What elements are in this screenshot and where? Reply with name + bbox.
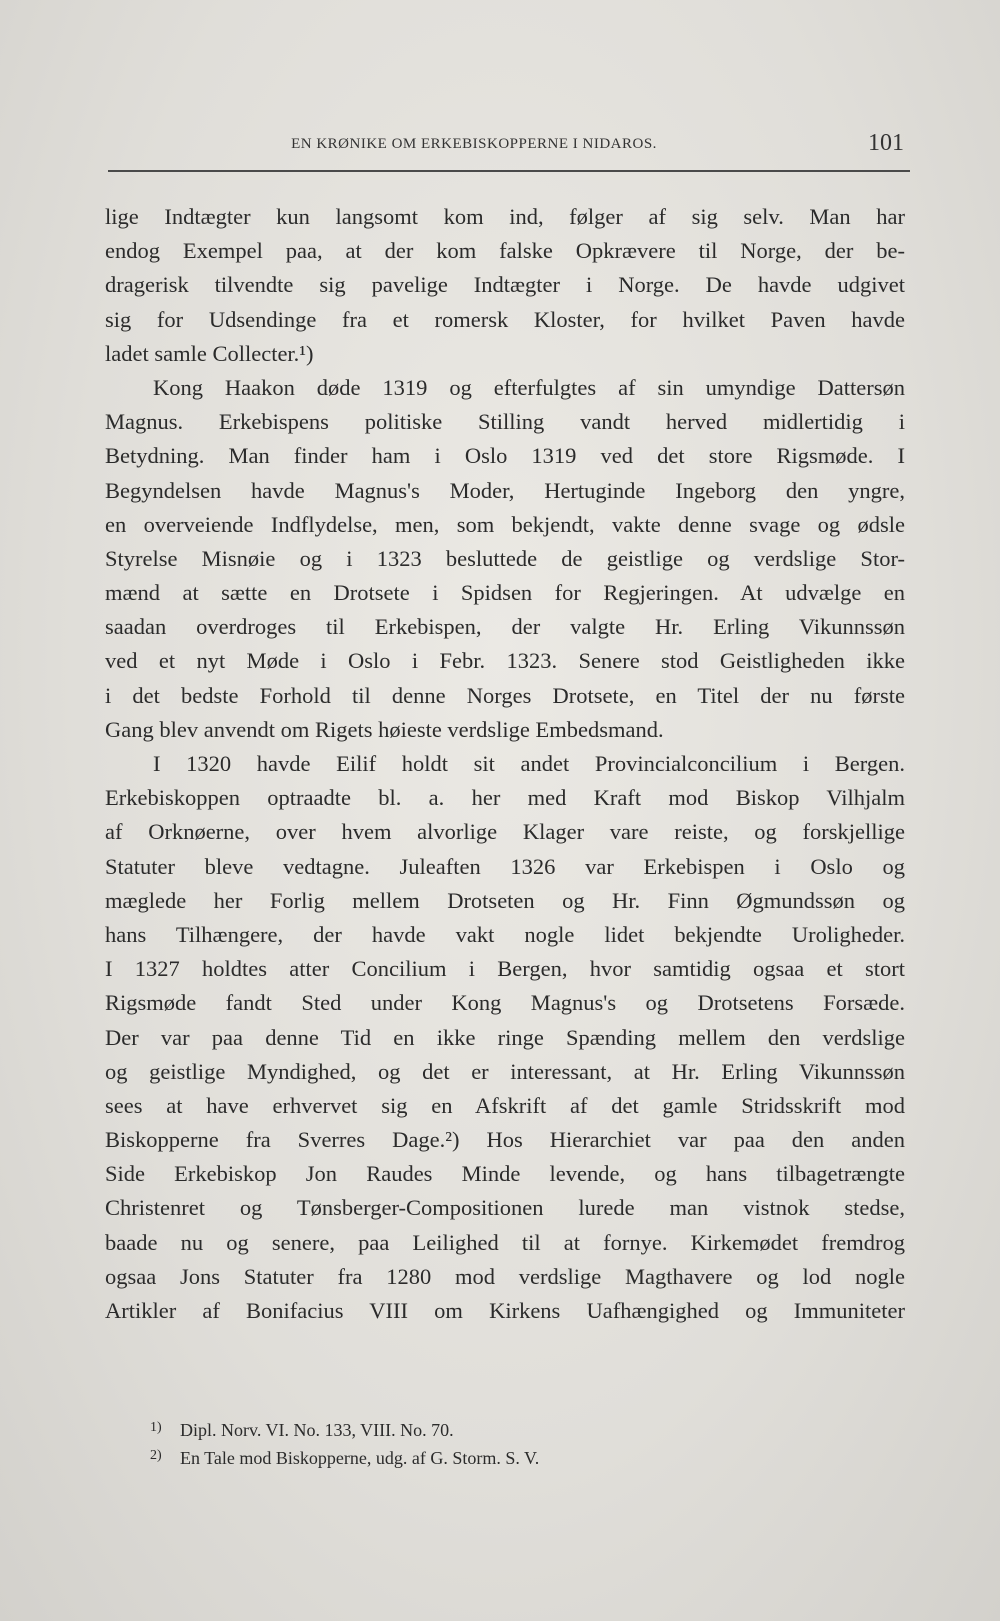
text-line: ogsaa Jons Statuter fra 1280 mod verdslige Magthavere og lod nogle — [105, 1263, 905, 1289]
text-line: dragerisk tilvendte sig pavelige Indtægter i Norge. De havde udgivet — [105, 272, 905, 298]
text-line: I 1327 holdtes atter Concilium i Bergen, hvor samtidig ogsaa et stort — [105, 956, 905, 982]
text-line: Rigsmøde fandt Sted under Kong Magnus's og Drotsetens Forsæde. — [105, 990, 905, 1016]
text-line: Statuter bleve vedtagne. Juleaften 1326 var Erkebispen i Oslo og — [105, 853, 905, 879]
body-text — [105, 200, 905, 1328]
text-line: mæglede her Forlig mellem Drotseten og Hr. Finn Øgmundssøn og — [105, 887, 905, 913]
text-line: baade nu og senere, paa Leilighed til at fornye. Kirkemødet fremdrog — [105, 1229, 905, 1255]
footnote-mark: 2) — [150, 1448, 162, 1463]
footnote — [150, 1442, 850, 1470]
running-header — [108, 128, 910, 172]
footnote-mark: 1) — [150, 1420, 162, 1435]
text-line: Side Erkebiskop Jon Raudes Minde levende, og hans tilbagetrængte — [105, 1161, 905, 1187]
text-line: saadan overdroges til Erkebispen, der valgte Hr. Erling Vikunnssøn — [105, 614, 905, 640]
footnote-text: En Tale mod Biskopperne, udg. af G. Storm. S. V. — [180, 1448, 540, 1468]
text-line: Magnus. Erkebispens politiske Stilling vandt herved midlertidig i — [105, 409, 905, 435]
footnotes — [150, 1414, 850, 1470]
text-line: Styrelse Misnøie og i 1323 besluttede de geistlige og verdslige Stor- — [105, 545, 905, 571]
text-line: Betydning. Man finder ham i Oslo 1319 ved det store Rigsmøde. I — [105, 443, 905, 469]
text-line: af Orknøerne, over hvem alvorlige Klager vare reiste, og forskjellige — [105, 819, 905, 845]
text-line: i det bedste Forhold til denne Norges Drotsete, en Titel der nu første — [105, 682, 905, 708]
text-line: endog Exempel paa, at der kom falske Opkrævere til Norge, der be- — [105, 238, 905, 264]
text-line: og geistlige Myndighed, og det er interessant, at Hr. Erling Vikunnssøn — [105, 1058, 905, 1084]
text-line: Der var paa denne Tid en ikke ringe Spænding mellem den verdslige — [105, 1024, 905, 1050]
text-line: hans Tilhængere, der havde vakt nogle lidet bekjendte Uroligheder. — [105, 921, 905, 947]
footnote-text: Dipl. Norv. VI. No. 133, VIII. No. 70. — [180, 1420, 454, 1440]
footnote — [150, 1414, 850, 1442]
text-line: Begyndelsen havde Magnus's Moder, Hertuginde Ingeborg den yngre, — [105, 477, 905, 503]
text-line: Biskopperne fra Sverres Dage.²) Hos Hierarchiet var paa den anden — [105, 1127, 905, 1153]
text-line: en overveiende Indflydelse, men, som bekjendt, vakte denne svage og ødsle — [105, 511, 905, 537]
text-line: Gang blev anvendt om Rigets høieste verdslige Embedsmand. — [105, 716, 664, 742]
text-line: lige Indtægter kun langsomt kom ind, følger af sig selv. Man har — [105, 204, 905, 229]
text-line: sees at have erhvervet sig en Afskrift af det gamle Stridsskrift mod — [105, 1092, 905, 1118]
text-line: Artikler af Bonifacius VIII om Kirkens Uafhængighed og Immuniteter — [105, 1298, 905, 1323]
text-line: sig for Udsendinge fra et romersk Kloster, for hvilket Paven havde — [105, 306, 905, 332]
running-title: EN KRØNIKE OM ERKEBISKOPPERNE I NIDAROS. — [291, 136, 657, 152]
text-line: Christenret og Tønsberger-Compositionen lurede man vistnok stedse, — [105, 1195, 905, 1221]
text-line: ved et nyt Møde i Oslo i Febr. 1323. Senere stod Geistligheden ikke — [105, 648, 905, 674]
page-number: 101 — [868, 130, 904, 156]
text-line: Kong Haakon døde 1319 og efterfulgtes af sin umyndige Dattersøn — [153, 374, 905, 400]
text-line: mænd at sætte en Drotsete i Spidsen for Regjeringen. At udvælge en — [105, 580, 905, 606]
text-line: I 1320 havde Eilif holdt sit andet Provincialconcilium i Bergen. — [153, 751, 905, 776]
text-line: Erkebiskoppen optraadte bl. a. her med Kraft mod Biskop Vilhjalm — [105, 785, 905, 811]
text-line: ladet samle Collecter.¹) — [105, 340, 314, 366]
